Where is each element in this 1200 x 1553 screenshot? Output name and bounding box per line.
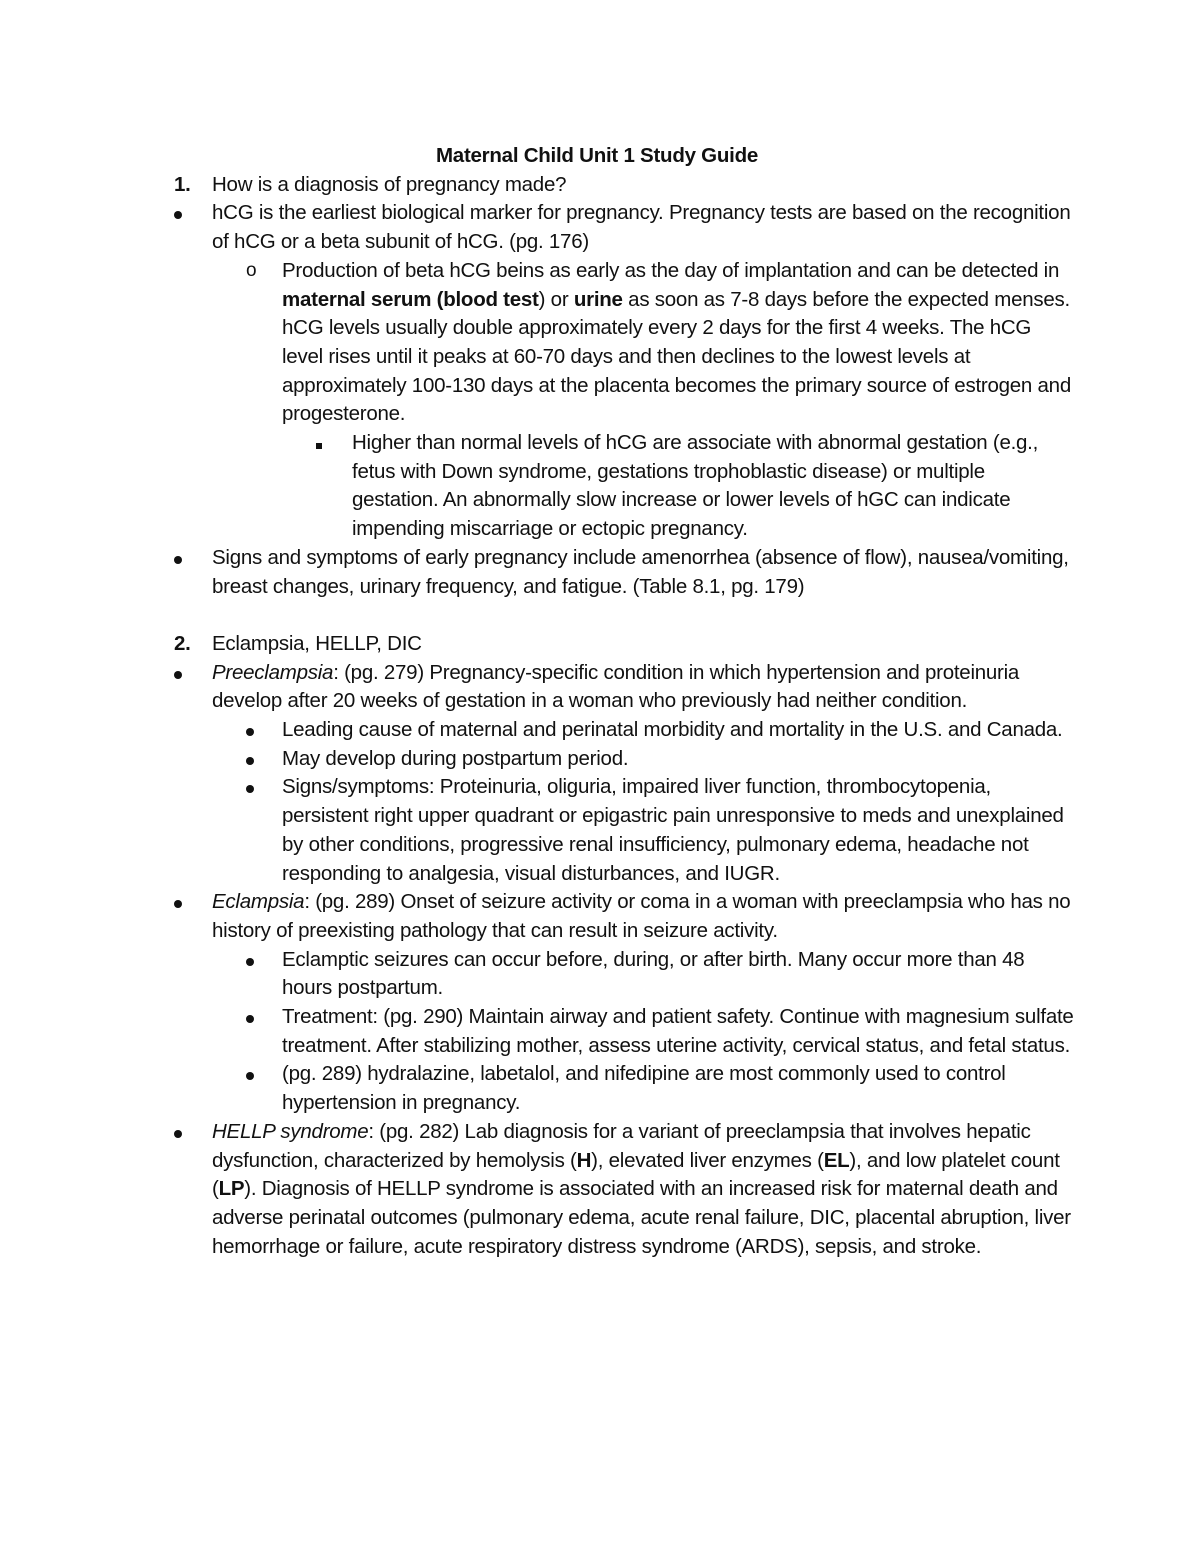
bullet-dot-icon	[246, 1003, 254, 1032]
list-item	[174, 544, 1074, 601]
bullet-dot-icon	[246, 745, 254, 774]
list-item	[174, 716, 1074, 745]
list-item	[174, 888, 1074, 945]
bullet-dot-icon	[174, 888, 182, 917]
italic-term: HELLP syndrome	[212, 1119, 369, 1143]
document-content	[174, 142, 1074, 1261]
page-title: Maternal Child Unit 1 Study Guide	[435, 144, 759, 167]
bold-term: H	[576, 1148, 592, 1172]
question-2	[174, 630, 1074, 659]
bullet-text: Eclampsia: (pg. 289) Onset of seizure activity or coma in a woman with preeclampsia who has no history of preexisting pathology that can result in seizure activity.	[212, 890, 1071, 942]
bullet-text: HELLP syndrome: (pg. 282) Lab diagnosis for a variant of preeclampsia that involves hepatic dysfunction, characterized by hemolysis (H), elevated liver enzymes (EL), and low platelet count (LP). Diagnosis of HELLP syndrome is associated with an increased risk for maternal death and adverse perinatal outcomes (pulmonary edema, acute renal failure, DIC, placental abruption, liver hemorrhage or failure, acute respiratory distress syndrome (ARDS), sepsis, and stroke.	[212, 1119, 1071, 1258]
question-number: 1.	[174, 172, 191, 196]
bullet-text: Leading cause of maternal and perinatal morbidity and mortality in the U.S. and Canada.	[282, 718, 1063, 742]
bullet-dot-icon	[246, 716, 254, 745]
bullet-text: Eclamptic seizures can occur before, during, or after birth. Many occur more than 48 hours postpartum.	[282, 947, 1025, 1000]
bold-term: urine	[573, 287, 623, 311]
list-item	[174, 773, 1074, 888]
list-item	[174, 1003, 1074, 1060]
list-item	[174, 257, 1074, 429]
bullet-dot-icon	[174, 659, 182, 688]
list-item	[174, 429, 1074, 544]
list-item	[174, 745, 1074, 774]
bullet-text: hCG is the earliest biological marker for pregnancy. Pregnancy tests are based on the recognition of hCG or a beta subunit of hCG. (pg. 176)	[212, 201, 1071, 254]
bullet-text: May develop during postpartum period.	[282, 746, 629, 770]
bullet-dot-icon	[246, 773, 254, 802]
bullet-dot-icon	[174, 1118, 182, 1147]
spacer	[174, 601, 1074, 630]
bullet-text: Production of beta hCG beins as early as the day of implantation and can be detected in maternal serum (blood test) or urine as soon as 7-8 days before the expected menses. hCG levels usually double approximately every 2 days for the first 4 weeks. The hCG level rises until it peaks at 60-70 days and then declines to the lowest levels at approximately 100-130 days at the placenta becomes the primary source of estrogen and progesterone.	[282, 258, 1071, 426]
bullet-text: Treatment: (pg. 290) Maintain airway and patient safety. Continue with magnesium sulfate treatment. After stabilizing mother, assess uterine activity, cervical status, and fetal status.	[282, 1005, 1074, 1057]
list-item	[174, 1060, 1074, 1117]
question-text: How is a diagnosis of pregnancy made?	[212, 172, 567, 196]
list-item	[174, 199, 1074, 256]
list-item	[174, 946, 1074, 1003]
question-1	[174, 171, 1074, 200]
bullet-text: Signs/symptoms: Proteinuria, oliguria, impaired liver function, thrombocytopenia, persistent right upper quadrant or epigastric pain unresponsive to meds and unexplained by other conditions, progressive renal insufficiency, pulmonary edema, headache not responding to analgesia, visual disturbances, and IUGR.	[282, 775, 1064, 885]
bullet-dot-icon	[174, 199, 182, 228]
bold-term: LP	[218, 1177, 245, 1201]
list-item	[174, 659, 1074, 716]
bold-term: EL	[823, 1148, 850, 1172]
question-text: Eclampsia, HELLP, DIC	[212, 631, 422, 655]
bullet-text: (pg. 289) hydralazine, labetalol, and nifedipine are most commonly used to control hypertension in pregnancy.	[282, 1062, 1006, 1115]
question-number: 2.	[174, 631, 191, 655]
bullet-dot-icon	[246, 946, 254, 975]
bullet-text: Preeclampsia: (pg. 279) Pregnancy-specific condition in which hypertension and proteinuria develop after 20 weeks of gestation in a woman who previously had neither condition.	[212, 660, 1020, 713]
bullet-dot-icon	[246, 1060, 254, 1089]
italic-term: Eclampsia	[212, 890, 305, 914]
bullet-dot-icon	[174, 544, 182, 573]
bold-term: maternal serum (blood test	[282, 287, 539, 311]
italic-term: Preeclampsia	[212, 660, 334, 684]
bullet-text: Higher than normal levels of hCG are associate with abnormal gestation (e.g., fetus with Down syndrome, gestations trophoblastic disease) or multiple gestation. An abnormally slow increase or lower levels of hGC can indicate impending miscarriage or ectopic pregnancy.	[352, 431, 1039, 541]
bullet-square-icon	[316, 429, 322, 458]
list-item	[174, 1118, 1074, 1262]
bullet-text: Signs and symptoms of early pregnancy include amenorrhea (absence of flow), nausea/vomiting, breast changes, urinary frequency, and fatigue. (Table 8.1, pg. 179)	[212, 545, 1069, 598]
bullet-ring-icon: o	[246, 259, 257, 281]
